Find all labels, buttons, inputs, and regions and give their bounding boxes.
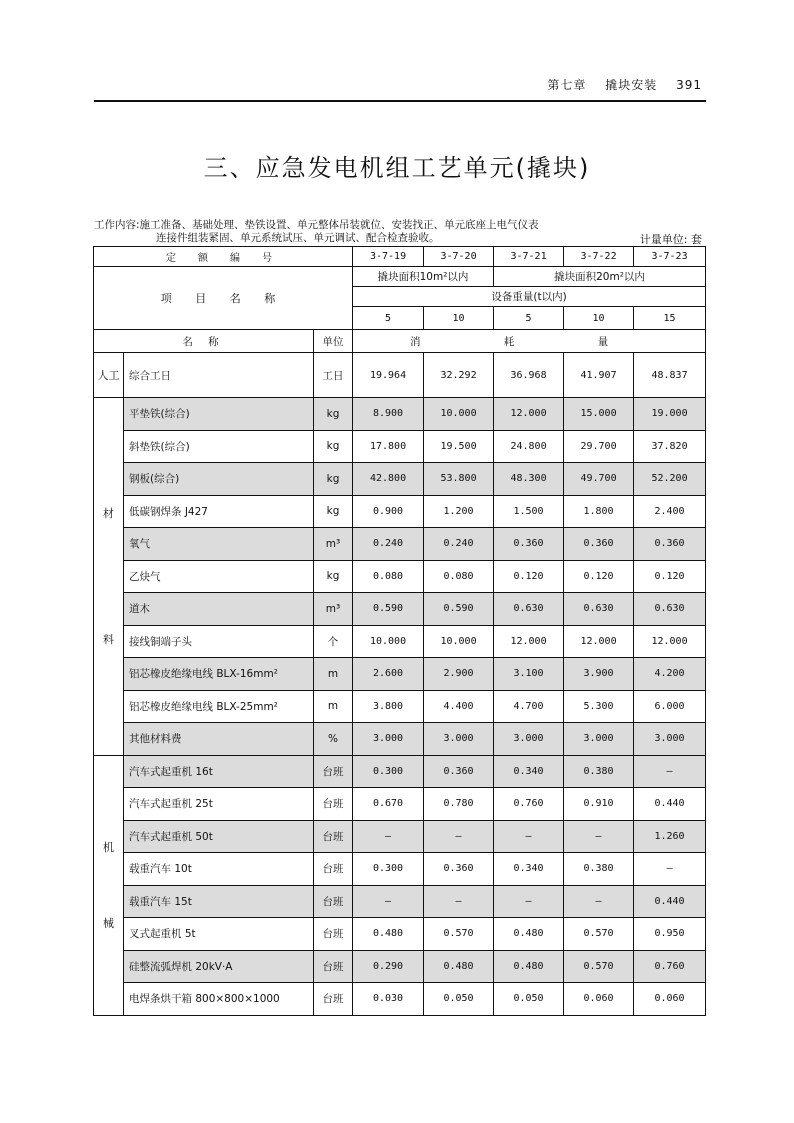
material-value: 2.400 — [634, 495, 706, 528]
material-value: 2.900 — [424, 658, 494, 691]
machine-value: 0.060 — [634, 983, 706, 1016]
work-content-line-2: 连接件组装紧固、单元系统试压、单元调试、配合检查验收。 — [156, 232, 440, 244]
material-value: 17.800 — [353, 430, 424, 463]
weight-value: 5 — [353, 307, 424, 330]
machine-category-char: 械 — [103, 917, 114, 930]
machine-value: 0.760 — [494, 788, 564, 821]
material-row — [94, 690, 706, 723]
machine-category — [94, 755, 124, 1015]
quota-code: 3-7-22 — [564, 247, 634, 267]
material-value: 8.900 — [353, 398, 424, 431]
machine-unit: 台班 — [314, 853, 353, 886]
machine-unit: 台班 — [314, 885, 353, 918]
machine-value: — — [353, 885, 424, 918]
material-row — [94, 495, 706, 528]
material-value: 0.630 — [494, 593, 564, 626]
labor-name: 综合工日 — [124, 353, 314, 398]
page-number: 391 — [676, 78, 702, 92]
machine-value: 0.570 — [564, 950, 634, 983]
material-value: 48.300 — [494, 463, 564, 496]
machine-unit: 台班 — [314, 788, 353, 821]
category-spacer — [94, 521, 123, 631]
material-row — [94, 560, 706, 593]
quota-code: 3-7-19 — [353, 247, 424, 267]
machine-value: 0.360 — [424, 755, 494, 788]
machine-unit: 台班 — [314, 950, 353, 983]
material-unit: m³ — [314, 528, 353, 561]
material-unit: m — [314, 658, 353, 691]
material-name: 其他材料费 — [124, 723, 314, 756]
machine-value: — — [424, 885, 494, 918]
material-value: 3.000 — [564, 723, 634, 756]
machine-value: 0.380 — [564, 755, 634, 788]
machine-unit: 台班 — [314, 918, 353, 951]
machine-category-char: 机 — [103, 841, 114, 854]
material-name: 斜垫铁(综合) — [124, 430, 314, 463]
machine-value: 0.300 — [353, 853, 424, 886]
material-value: 3.000 — [634, 723, 706, 756]
machine-value: 0.950 — [634, 918, 706, 951]
name-column-header: 名 称 — [94, 330, 314, 353]
machine-value: 0.670 — [353, 788, 424, 821]
material-value: 0.080 — [424, 560, 494, 593]
material-value: 3.900 — [564, 658, 634, 691]
machine-value: 0.910 — [564, 788, 634, 821]
machine-value: 1.260 — [634, 820, 706, 853]
machine-value: 0.060 — [564, 983, 634, 1016]
measure-unit: 计量单位: 套 — [639, 233, 702, 246]
material-category-char: 料 — [103, 633, 114, 647]
material-value: 0.080 — [353, 560, 424, 593]
machine-name: 硅整流弧焊机 20kV·A — [124, 950, 314, 983]
material-unit: % — [314, 723, 353, 756]
material-value: 0.360 — [634, 528, 706, 561]
material-row — [94, 723, 706, 756]
material-value: 1.500 — [494, 495, 564, 528]
material-unit: kg — [314, 560, 353, 593]
material-value: 19.000 — [634, 398, 706, 431]
machine-value: — — [634, 755, 706, 788]
machine-name: 载重汽车 10t — [124, 853, 314, 886]
machine-value: 0.440 — [634, 885, 706, 918]
machine-value: — — [564, 885, 634, 918]
weight-value: 5 — [494, 307, 564, 330]
quota-code-label: 定 额 编 号 — [94, 247, 353, 267]
weight-header: 设备重量(t以内) — [353, 287, 706, 307]
machine-name: 叉式起重机 5t — [124, 918, 314, 951]
machine-unit: 台班 — [314, 983, 353, 1016]
material-unit: m — [314, 690, 353, 723]
work-content-label: 工作内容: — [94, 219, 140, 231]
labor-value: 32.292 — [424, 353, 494, 398]
material-value: 53.800 — [424, 463, 494, 496]
labor-value: 41.907 — [564, 353, 634, 398]
machine-value: 0.340 — [494, 853, 564, 886]
material-name: 接线铜端子头 — [124, 625, 314, 658]
material-value: 0.120 — [634, 560, 706, 593]
material-row — [94, 463, 706, 496]
material-value: 3.000 — [353, 723, 424, 756]
material-row — [94, 658, 706, 691]
material-value: 19.500 — [424, 430, 494, 463]
machine-row — [94, 788, 706, 821]
material-name: 铝芯橡皮绝缘电线 BLX-16mm² — [124, 658, 314, 691]
material-value: 6.000 — [634, 690, 706, 723]
material-value: 5.300 — [564, 690, 634, 723]
machine-value: 0.760 — [634, 950, 706, 983]
labor-value: 19.964 — [353, 353, 424, 398]
material-value: 2.600 — [353, 658, 424, 691]
material-unit: kg — [314, 463, 353, 496]
material-category-char: 材 — [103, 507, 114, 521]
machine-value: — — [564, 820, 634, 853]
material-value: 1.200 — [424, 495, 494, 528]
quota-code: 3-7-21 — [494, 247, 564, 267]
machine-value: 0.480 — [494, 950, 564, 983]
machine-value: 0.480 — [494, 918, 564, 951]
machine-unit: 台班 — [314, 755, 353, 788]
page-title: 三、应急发电机组工艺单元(撬块) — [203, 154, 591, 182]
machine-value: — — [634, 853, 706, 886]
machine-row — [94, 755, 706, 788]
material-name: 乙炔气 — [124, 560, 314, 593]
machine-row — [94, 918, 706, 951]
material-value: 10.000 — [353, 625, 424, 658]
machine-value: — — [353, 820, 424, 853]
category-spacer — [94, 855, 123, 915]
weight-value: 10 — [564, 307, 634, 330]
section-label: 撬块安装 — [605, 78, 658, 92]
machine-row — [94, 950, 706, 983]
consumption-header: 消 耗 量 — [353, 330, 706, 353]
machine-name: 载重汽车 15t — [124, 885, 314, 918]
material-unit: m³ — [314, 593, 353, 626]
machine-row — [94, 983, 706, 1016]
machine-value: 0.480 — [424, 950, 494, 983]
material-row — [94, 528, 706, 561]
material-row — [94, 593, 706, 626]
weight-value: 10 — [424, 307, 494, 330]
material-unit: 个 — [314, 625, 353, 658]
material-value: 29.700 — [564, 430, 634, 463]
material-row — [94, 398, 706, 431]
running-head — [533, 76, 702, 93]
machine-value: 0.340 — [494, 755, 564, 788]
material-name: 钢板(综合) — [124, 463, 314, 496]
material-value: 10.000 — [424, 625, 494, 658]
material-value: 15.000 — [564, 398, 634, 431]
material-value: 0.630 — [634, 593, 706, 626]
material-unit: kg — [314, 430, 353, 463]
page-header — [94, 68, 706, 102]
material-value: 12.000 — [494, 398, 564, 431]
machine-unit: 台班 — [314, 820, 353, 853]
machine-row — [94, 820, 706, 853]
material-value: 4.700 — [494, 690, 564, 723]
machine-value: 0.050 — [494, 983, 564, 1016]
material-value: 12.000 — [494, 625, 564, 658]
material-value: 10.000 — [424, 398, 494, 431]
machine-value: 0.440 — [634, 788, 706, 821]
material-name: 平垫铁(综合) — [124, 398, 314, 431]
machine-value: 0.480 — [353, 918, 424, 951]
material-value: 4.400 — [424, 690, 494, 723]
machine-name: 汽车式起重机 25t — [124, 788, 314, 821]
machine-value: 0.030 — [353, 983, 424, 1016]
material-row — [94, 430, 706, 463]
chapter-label: 第七章 — [547, 78, 587, 92]
material-unit: kg — [314, 398, 353, 431]
machine-value: 0.570 — [424, 918, 494, 951]
machine-row — [94, 853, 706, 886]
material-value: 37.820 — [634, 430, 706, 463]
unit-column-header: 单位 — [314, 330, 353, 353]
material-value: 0.120 — [494, 560, 564, 593]
machine-value: — — [494, 885, 564, 918]
material-value: 52.200 — [634, 463, 706, 496]
machine-value: 0.360 — [424, 853, 494, 886]
material-value: 49.700 — [564, 463, 634, 496]
item-name-label: 项 目 名 称 — [94, 267, 353, 330]
material-value: 3.000 — [494, 723, 564, 756]
area-large-header: 撬块面积20m²以内 — [494, 267, 706, 287]
material-value: 3.800 — [353, 690, 424, 723]
machine-row — [94, 885, 706, 918]
work-content — [94, 219, 706, 245]
material-row — [94, 625, 706, 658]
material-value: 3.000 — [424, 723, 494, 756]
machine-name: 汽车式起重机 16t — [124, 755, 314, 788]
machine-value: 0.300 — [353, 755, 424, 788]
material-value: 1.800 — [564, 495, 634, 528]
material-value: 4.200 — [634, 658, 706, 691]
material-unit: kg — [314, 495, 353, 528]
material-name: 铝芯橡皮绝缘电线 BLX-25mm² — [124, 690, 314, 723]
area-small-header: 撬块面积10m²以内 — [353, 267, 494, 287]
labor-value: 36.968 — [494, 353, 564, 398]
material-value: 12.000 — [634, 625, 706, 658]
material-name: 低碳钢焊条 J427 — [124, 495, 314, 528]
material-value: 0.120 — [564, 560, 634, 593]
material-value: 24.800 — [494, 430, 564, 463]
material-name: 道木 — [124, 593, 314, 626]
material-value: 0.360 — [494, 528, 564, 561]
material-value: 3.100 — [494, 658, 564, 691]
machine-value: 0.380 — [564, 853, 634, 886]
labor-unit: 工日 — [314, 353, 353, 398]
machine-value: 0.290 — [353, 950, 424, 983]
material-value: 0.590 — [353, 593, 424, 626]
material-value: 0.630 — [564, 593, 634, 626]
material-category — [94, 398, 124, 756]
labor-category: 人工 — [94, 353, 124, 398]
material-value: 0.590 — [424, 593, 494, 626]
machine-value: — — [424, 820, 494, 853]
machine-value: 0.570 — [564, 918, 634, 951]
material-value: 0.240 — [424, 528, 494, 561]
weight-value: 15 — [634, 307, 706, 330]
material-name: 氧气 — [124, 528, 314, 561]
machine-value: — — [494, 820, 564, 853]
labor-value: 48.837 — [634, 353, 706, 398]
machine-value: 0.780 — [424, 788, 494, 821]
machine-name: 电焊条烘干箱 800×800×1000 — [124, 983, 314, 1016]
quota-code: 3-7-20 — [424, 247, 494, 267]
machine-name: 汽车式起重机 50t — [124, 820, 314, 853]
machine-value: 0.050 — [424, 983, 494, 1016]
material-value: 0.900 — [353, 495, 424, 528]
material-value: 42.800 — [353, 463, 424, 496]
work-content-line-1: 施工准备、基础处理、垫铁设置、单元整体吊装就位、安装找正、单元底座上电气仪表 — [139, 219, 539, 231]
quota-table — [93, 246, 706, 1016]
material-value: 12.000 — [564, 625, 634, 658]
quota-code: 3-7-23 — [634, 247, 706, 267]
material-value: 0.360 — [564, 528, 634, 561]
material-value: 0.240 — [353, 528, 424, 561]
